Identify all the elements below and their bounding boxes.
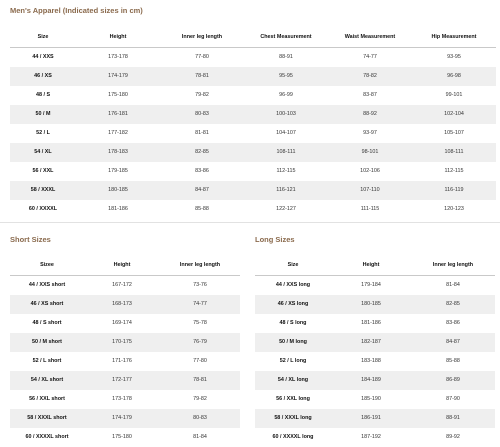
table-cell: 88-91: [411, 409, 495, 428]
table-cell: 82-85: [160, 143, 244, 162]
size-cell: 54 / XL long: [255, 371, 331, 390]
size-cell: 46 / XS long: [255, 295, 331, 314]
table-cell: 176-181: [76, 105, 160, 124]
column-header: Height: [76, 28, 160, 48]
table-cell: 169-174: [112, 320, 132, 326]
table-cell: 170-175: [84, 333, 160, 352]
table-cell: 173-178: [112, 396, 132, 402]
table-cell: 174-179: [76, 67, 160, 86]
table-cell: 83-86: [195, 168, 209, 174]
size-cell: 44 / XXS long: [275, 282, 311, 288]
table-cell: 80-83: [160, 409, 240, 428]
size-cell: 58 / XXXL long: [255, 409, 331, 428]
table-cell: 107-110: [328, 181, 412, 200]
table-cell: 179-185: [108, 168, 128, 174]
short-size-table: [10, 256, 240, 447]
mens-size-table: [10, 28, 496, 219]
table-cell: 172-177: [84, 371, 160, 390]
table-row: [10, 352, 240, 371]
table-row: [255, 314, 495, 333]
column-header: Sizee: [10, 256, 84, 276]
table-cell: 79-82: [193, 396, 207, 402]
table-cell: 98-101: [328, 143, 412, 162]
size-cell: 46 / XS: [10, 67, 76, 86]
size-cell: 48 / S: [35, 92, 51, 98]
column-header: Hip Measurement: [412, 28, 496, 48]
table-cell: 105-107: [444, 130, 464, 136]
table-cell: 76-79: [160, 333, 240, 352]
table-cell: 186-191: [331, 409, 411, 428]
table-cell: 181-186: [361, 320, 381, 326]
table-row: [10, 86, 496, 105]
table-cell: 102-104: [412, 105, 496, 124]
table-row: [255, 352, 495, 371]
table-row: [10, 295, 240, 314]
table-cell: 78-81: [160, 371, 240, 390]
table-row: [10, 162, 496, 181]
table-cell: 184-189: [331, 371, 411, 390]
table-row: [10, 143, 496, 162]
mens-header-row: [10, 28, 496, 48]
table-row: [10, 371, 240, 390]
table-cell: 93-97: [363, 130, 377, 136]
table-cell: 95-95: [244, 67, 328, 86]
table-cell: 116-121: [244, 181, 328, 200]
table-row: [10, 105, 496, 124]
size-cell: 48 / S long: [279, 320, 307, 326]
table-cell: 108-111: [412, 143, 496, 162]
table-cell: 104-107: [276, 130, 296, 136]
column-header: Inner leg length: [411, 256, 495, 276]
table-row: [10, 409, 240, 428]
size-cell: 52 / L: [36, 130, 50, 136]
size-cell: 46 / XS short: [10, 295, 84, 314]
table-cell: 122-127: [276, 206, 296, 212]
table-cell: 84-87: [160, 181, 244, 200]
table-cell: 175-180: [112, 434, 132, 440]
size-cell: 52 / L short: [32, 358, 62, 364]
table-cell: 78-81: [160, 67, 244, 86]
table-cell: 112-115: [444, 168, 464, 174]
table-cell: 77-80: [193, 358, 207, 364]
size-cell: 52 / L long: [279, 358, 307, 364]
size-cell: 48 / S short: [32, 320, 62, 326]
table-cell: 93-95: [447, 54, 461, 60]
table-cell: 81-84: [446, 282, 460, 288]
table-row: [10, 48, 496, 68]
table-cell: 96-99: [279, 92, 293, 98]
table-cell: 81-81: [195, 130, 209, 136]
column-header: Size: [255, 256, 331, 276]
size-cell: 58 / XXXL short: [10, 409, 84, 428]
table-cell: 173-178: [108, 54, 128, 60]
table-cell: 80-83: [160, 105, 244, 124]
size-cell: 56 / XXL: [32, 168, 54, 174]
size-cell: 60 / XXXXL short: [25, 434, 69, 440]
table-row: [255, 390, 495, 409]
table-cell: 177-182: [108, 130, 128, 136]
table-cell: 75-78: [193, 320, 207, 326]
size-cell: 60 / XXXXL long: [272, 434, 314, 440]
long-sizes-title: Long Sizes: [255, 235, 295, 244]
column-header: Inner leg length: [160, 256, 240, 276]
table-cell: 99-101: [445, 92, 463, 98]
mens-apparel-title: Men's Apparel (Indicated sizes in cm): [10, 6, 143, 15]
table-cell: 174-179: [84, 409, 160, 428]
table-cell: 112-115: [276, 168, 296, 174]
column-header: Height: [331, 256, 411, 276]
column-header: Height: [84, 256, 160, 276]
short-sizes-title: Short Sizes: [10, 235, 51, 244]
table-cell: 183-188: [361, 358, 381, 364]
table-cell: 108-111: [244, 143, 328, 162]
table-row: [10, 124, 496, 143]
size-cell: 44 / XXS: [32, 54, 54, 60]
table-cell: 180-185: [76, 181, 160, 200]
column-header: Inner leg length: [160, 28, 244, 48]
long-size-table: [255, 256, 495, 447]
table-cell: 88-91: [279, 54, 293, 60]
table-cell: 182-187: [331, 333, 411, 352]
table-cell: 175-180: [108, 92, 128, 98]
table-cell: 74-77: [160, 295, 240, 314]
size-cell: 58 / XXXL: [10, 181, 76, 200]
table-row: [10, 333, 240, 352]
table-cell: 187-192: [361, 434, 381, 440]
table-cell: 87-90: [446, 396, 460, 402]
table-row: [255, 333, 495, 352]
table-cell: 81-84: [193, 434, 207, 440]
size-cell: 54 / XL short: [10, 371, 84, 390]
size-cell: 44 / XXS short: [28, 282, 66, 288]
table-row: [10, 276, 240, 296]
size-cell: 56 / XXL short: [29, 396, 65, 402]
size-cell: 54 / XL: [10, 143, 76, 162]
table-cell: 79-82: [195, 92, 209, 98]
size-cell: 50 / M short: [10, 333, 84, 352]
table-cell: 167-172: [112, 282, 132, 288]
table-cell: 74-77: [363, 54, 377, 60]
section-divider: [0, 222, 500, 223]
size-cell: 50 / M long: [255, 333, 331, 352]
table-cell: 84-87: [411, 333, 495, 352]
table-row: [255, 428, 495, 447]
short-header-row: [10, 256, 240, 276]
size-cell: 60 / XXXXL: [28, 206, 58, 212]
size-cell: 56 / XXL long: [276, 396, 310, 402]
column-header: Waist Measurement: [328, 28, 412, 48]
table-cell: 82-85: [411, 295, 495, 314]
table-cell: 86-89: [411, 371, 495, 390]
table-cell: 89-92: [446, 434, 460, 440]
table-row: [255, 409, 495, 428]
column-header: Size: [10, 28, 76, 48]
table-cell: 73-76: [193, 282, 207, 288]
table-cell: 85-88: [446, 358, 460, 364]
table-cell: 83-86: [446, 320, 460, 326]
table-row: [255, 371, 495, 390]
column-header: Chest Measurement: [244, 28, 328, 48]
long-header-row: [255, 256, 495, 276]
table-cell: 100-103: [244, 105, 328, 124]
table-row: [10, 200, 496, 219]
table-cell: 77-80: [195, 54, 209, 60]
table-cell: 102-106: [360, 168, 380, 174]
table-row: [10, 314, 240, 333]
table-cell: 85-88: [195, 206, 209, 212]
table-cell: 185-190: [361, 396, 381, 402]
table-cell: 180-185: [331, 295, 411, 314]
table-cell: 116-119: [412, 181, 496, 200]
table-cell: 171-176: [112, 358, 132, 364]
table-row: [10, 390, 240, 409]
table-cell: 178-183: [76, 143, 160, 162]
table-cell: 168-173: [84, 295, 160, 314]
table-cell: 88-92: [328, 105, 412, 124]
table-row: [10, 181, 496, 200]
size-cell: 50 / M: [10, 105, 76, 124]
table-row: [10, 67, 496, 86]
table-cell: 83-87: [363, 92, 377, 98]
table-row: [255, 295, 495, 314]
table-cell: 181-186: [108, 206, 128, 212]
table-row: [255, 276, 495, 296]
table-cell: 111-115: [360, 206, 380, 212]
table-cell: 96-98: [412, 67, 496, 86]
table-cell: 179-184: [361, 282, 381, 288]
table-cell: 78-82: [328, 67, 412, 86]
table-row: [10, 428, 240, 447]
table-cell: 120-123: [444, 206, 464, 212]
